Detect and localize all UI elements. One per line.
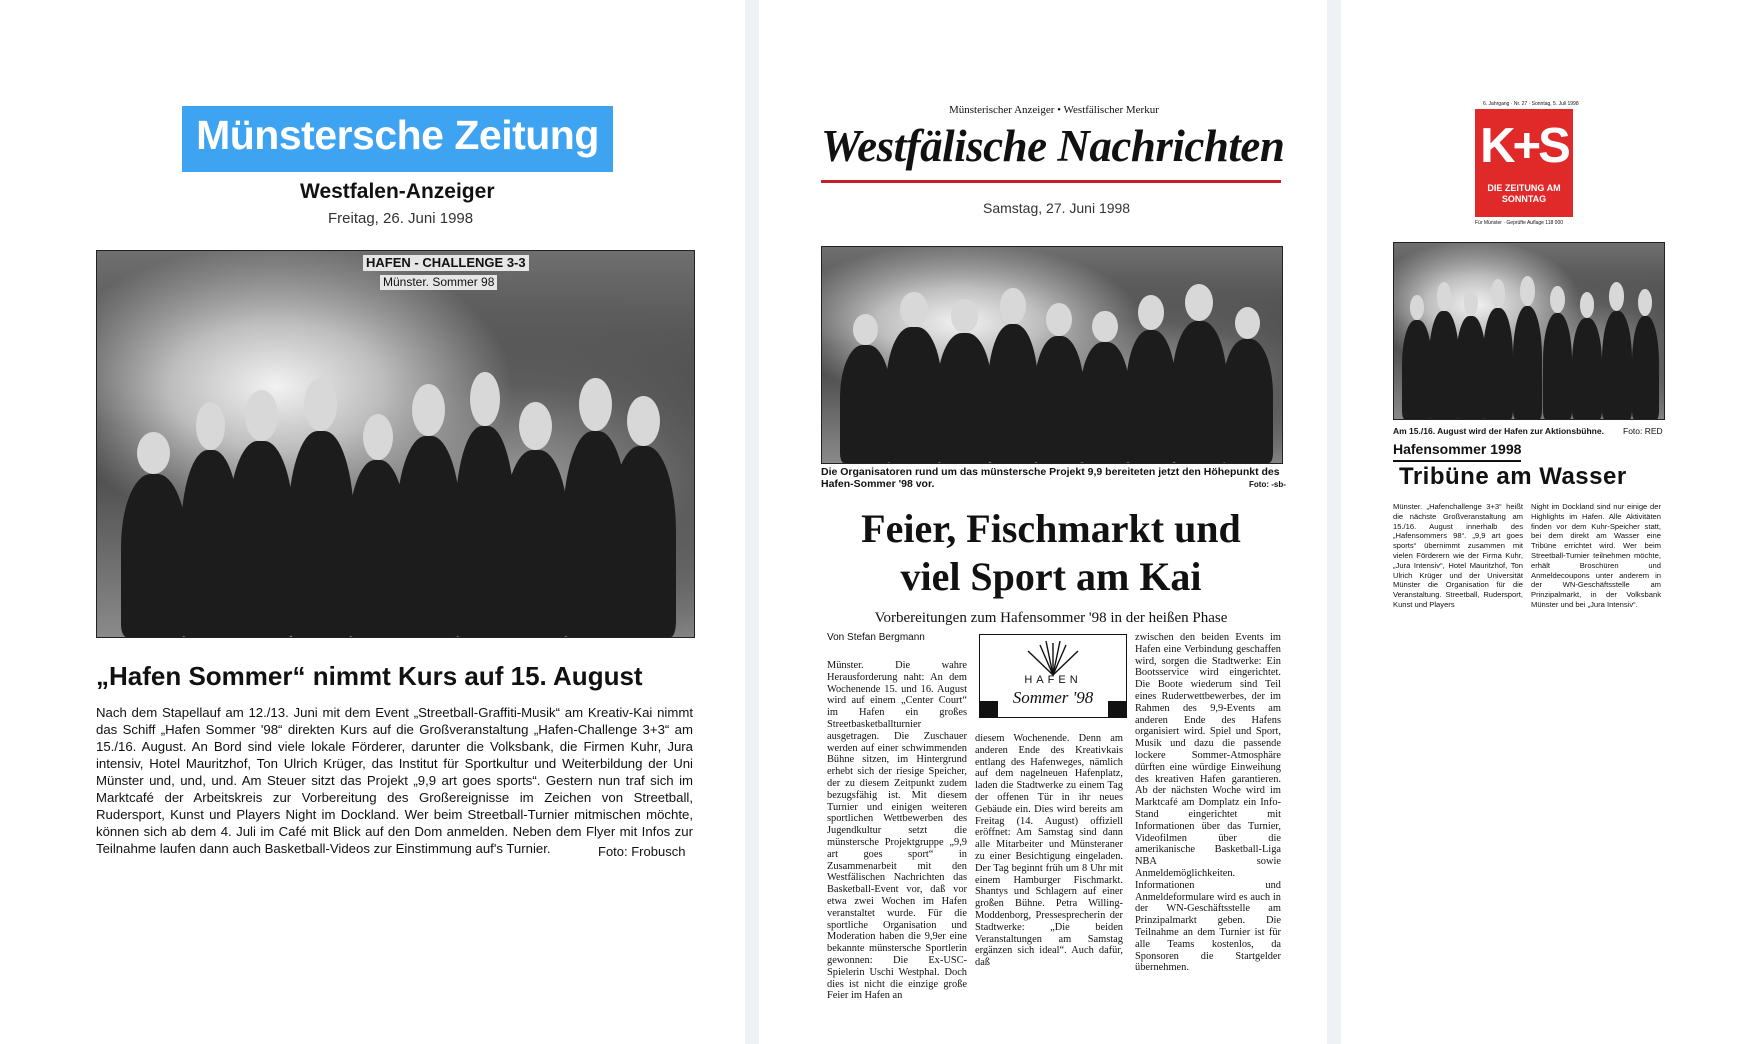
wn-byline: Von Stefan Bergmann [827, 632, 925, 643]
ks-masthead-line: 6. Jahrgang · Nr. 27 · Sonntag, 5. Juli 1998 [1483, 101, 1579, 107]
mz-subtitle: Westfalen-Anzeiger [300, 180, 495, 203]
wn-subhead: Vorbereitungen zum Hafensommer '98 in der heißen Phase [874, 610, 1228, 626]
wn-column-2: diesem Wochenende. Denn am anderen Ende des Kreativkais entlang des Hafenweges, nämlich auf dem nagelneuen Hafenplatz, laden die Stadtwerke zu einem Tag der offenen Tür in ihr neues Gebäude ein. Dies wird bereits am Freitag (14. August) offiziell eröffnet: Am Samstag sind dann alle Mitarbeiter und Münsteraner zu einer Besichtigung eingeladen. Der Tag beginnt früh um 8 Uhr mit einem Hamburger Fischmarkt. Shantys und Schlagern auf einer großen Bühne. Petra Willing-Moddenborg, Pressesprecherin der Stadtwerke: „Die beiden Veranstaltungen am Samstag ergänzen sich ideal“. Auch dafür, daß [975, 733, 1123, 969]
ks-headline: Tribüne am Wasser [1399, 463, 1627, 490]
clipping-westfaelische-nachrichten [759, 0, 1327, 1044]
wn-date: Samstag, 27. Juni 1998 [983, 200, 1131, 216]
wn-photo [821, 246, 1283, 464]
mz-title: Münstersche Zeitung [196, 112, 599, 158]
ks-photo [1393, 242, 1665, 420]
mz-headline: „Hafen Sommer“ nimmt Kurs auf 15. August [96, 661, 643, 691]
ks-photo-people [1394, 296, 1664, 419]
ks-logo [1475, 109, 1573, 217]
clipping-ks-sonntag [1341, 0, 1757, 1044]
mz-credit: Foto: Frobusch [598, 844, 686, 859]
panel-gap-left [745, 0, 759, 1044]
panel-gap-right [1327, 0, 1341, 1044]
ks-logo-sub: DIE ZEITUNG AM SONNTAG [1487, 183, 1561, 204]
wn-photo-credit: Foto: -sb- [1249, 480, 1286, 489]
ks-kicker: Hafensommer 1998 [1393, 441, 1521, 462]
ks-photo-caption: Am 15./16. August wird der Hafen zur Aktionsbühne. [1393, 426, 1604, 436]
wn-hafen-logo [979, 634, 1127, 718]
wn-column-1: Münster. Die wahre Herausforderung naht: An dem Wochenende 15. und 16. August wird auf einem „Center Court“ im Hafen ein großes Streetbasketballturnier ausgetragen. Die Zuschauer werden auf einer schwimmenden Bühne sitzen, im Hintergrund erhebt sich der riesige Speicher, der zu diesem Zeitpunkt zudem bezugsfähig ist. Mit diesem Turnier und einigen weiteren sportlichen Wettbewerben des Jugendkultur setzt die münstersche Projektgruppe „9,9 art goes sport“ in Zusammenarbeit mit den Westfälischen Nachrichten das Basketball-Event vor, daß vor etwa zwei Wochen im Hafen veranstaltet wurde. Für die sportliche Organisation und Moderation haben die 9,9er eine bekannte münstersche Sportlerin gewonnen: Die Ex-USC-Spielerin Uschi Westphal. Doch dies ist nicht die einzige große Feier im Hafen an [827, 660, 967, 1002]
ks-column-1: Münster. „Hafenchallenge 3+3“ heißt die nächste Großveranstaltung am 15./16. August innerhalb des „Hafensommers 98“. „9,9 art goes sports“ übernimmt zusammen mit vielen Förderern wie der Firma Kuhr, „Jura Intensiv“, Hotel Mauritzhof, Ton Ulrich Krüger und der Universität Münster die Organisation für die Veranstaltung. Streetball, Rudersport, Kunst und Players [1393, 502, 1523, 609]
ks-photo-credit: Foto: RED [1623, 426, 1663, 436]
ks-column-2: Night im Dockland sind nur einige der Highlights im Hafen. Alle Aktivitäten finden vor dem Kuhr-Speicher statt, bei dem direkt am Wasser eine Tribüne errichtet wird. Wer beim Streetball-Turnier teilnehmen möchte, erhält Broschüren und Anmeldecoupons unter anderem in der WN-Geschäftsstelle am Prinzipalmarkt, in der Volksbank Münster und bei „Jura Intensiv“. [1531, 502, 1661, 609]
wn-headline-2: viel Sport am Kai [900, 554, 1202, 599]
mz-date: Freitag, 26. Juni 1998 [328, 210, 474, 227]
wn-headline-1: Feier, Fischmarkt und [861, 506, 1241, 551]
wn-photo-caption: Die Organisatoren rund um das münstersche Projekt 9,9 bereiteten jetzt den Höhepunkt des Hafen-Sommer '98 vor. [821, 466, 1280, 490]
wn-logo-text-1: HAFEN [1024, 674, 1082, 686]
ks-edition: Für Münster · Geprüfte Auflage 118 000 [1475, 220, 1564, 226]
mz-photo-people [97, 398, 694, 637]
mz-photo-sign-2: Münster. Sommer 98 [380, 275, 497, 290]
wn-logo-text-2: Sommer '98 [1012, 688, 1094, 707]
mz-photo [96, 250, 695, 638]
clipping-muenstersche-zeitung [0, 0, 745, 1044]
mz-photo-sign-1: HAFEN - CHALLENGE 3-3 [363, 255, 529, 271]
wn-masthead-rule [821, 180, 1281, 183]
wn-title: Westfälische Nachrichten [821, 121, 1285, 171]
wn-photo-people [822, 312, 1282, 463]
ks-logo-text: K+S [1480, 119, 1568, 173]
wn-column-3: zwischen den beiden Events im Hafen eine Verbindung geschaffen wird, sorgen die Stadtwerke: Ein Bootsservice wird eingerichtet. Die Boote wiederum sind Teil eines Ruderwettbewerbes, der im Rahmen des 9,9-Events am anderen Ende des Hafens organisiert wird. Spiel und Sport, Musik und dazu die passende lockere Sommer-Atmosphäre dürften eine würdige Einweihung des kreativen Hafen garantieren. Ab der nächsten Woche wird im Marktcafé am Domplatz ein Info-Stand eingerichtet mit Informationen über das Turnier, Videofilmen über die amerikanische Basketball-Liga NBA sowie Anmeldemöglichkeiten. Informationen und Anmeldeformulare wird es auch in der WN-Geschäftsstelle am Prinzipalmarkt geben. Die Teilnahme an dem Turnier ist für alle Teams kostenlos, da Sponsoren die Startgelder übernehmen. [1135, 632, 1281, 974]
mz-masthead-bar [182, 106, 613, 172]
mz-body: Nach dem Stapellauf am 12./13. Juni mit dem Event „Streetball-Graffiti-Musik“ am Kreativ-Kai nimmt das Schiff „Hafen Sommer '98“ direkten Kurs auf die Großveranstaltung „Hafen-Challenge 3+3“ am 15./16. August. An Bord sind viele lokale Förderer, darunter die Volksbank, die Firmen Kuhr, Jura intensiv, Hotel Mauritzhof, Ton Ulrich Krüger, das Institut für Sportkultur und Weiterbildung der Uni Münster und, und, und. Am Steuer sitzt das Projekt „9,9 art goes sports“. Gestern nun traf sich im Marktcafé der Arbeitskreis zur Vorbereitung des Großereignisse im Zeichen von Streetball, Rudersport, Kunst und Players Night im Dockland. Wer beim Streetball-Turnier mitmischen möchte, können sich ab dem 4. Juli im Café mit Blick auf den Dom anmelden. Neben dem Flyer mit Infos zur Teilnahme laufen dann auch Basketball-Videos zur Einstimmung auf's Turnier. [96, 705, 693, 856]
wn-kicker: Münsterischer Anzeiger • Westfälischer Merkur [949, 104, 1159, 116]
